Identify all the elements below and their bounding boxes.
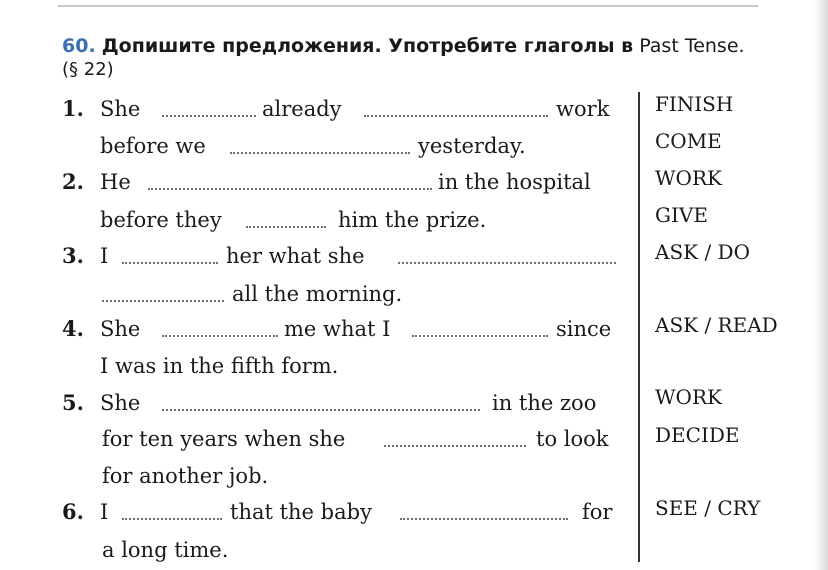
verb-label: ASK / DO (655, 240, 750, 264)
sentence-text: I (100, 244, 109, 268)
answer-blank[interactable] (102, 300, 224, 302)
exercise-number: 60. (62, 35, 96, 57)
sentence-text: before we (100, 134, 206, 158)
page-edge-shadow (814, 0, 828, 570)
sentence-text: since (556, 317, 612, 341)
verb-label: FINISH (655, 92, 734, 116)
verb-label: WORK (655, 385, 722, 409)
top-rule (58, 0, 758, 7)
sentence-text: before they (100, 208, 222, 232)
answer-blank[interactable] (122, 518, 222, 520)
exercise-instruction: Допишите предложения. Употребите глаголы в (101, 35, 634, 57)
exercise-header (62, 34, 745, 82)
item-number: 2. (62, 169, 84, 194)
answer-blank[interactable] (412, 335, 548, 337)
item-number: 6. (62, 499, 84, 524)
answer-blank[interactable] (162, 335, 278, 337)
sentence-text: already (262, 97, 342, 121)
sentence-text: him the prize. (338, 208, 487, 232)
column-divider (638, 92, 640, 562)
answer-blank[interactable] (384, 445, 526, 447)
answer-blank[interactable] (364, 115, 548, 117)
sentence-text: her what she (226, 244, 365, 268)
verb-label: GIVE (655, 203, 708, 227)
sentence-text: He (100, 170, 131, 194)
sentence-text: all the morning. (232, 282, 403, 306)
sentence-text: for (582, 500, 613, 524)
sentence-text: in the hospital (438, 170, 591, 194)
sentence-text: in the zoo (492, 391, 597, 415)
verb-label: ASK / READ (655, 313, 778, 337)
sentence-text: work (556, 97, 610, 121)
sentence-text: She (100, 97, 141, 121)
sentence-text: to look (536, 427, 609, 451)
exercise-tense: Past Tense. (639, 35, 745, 57)
sentence-text: I was in the fifth form. (100, 354, 339, 378)
sentence-text: for ten years when she (102, 427, 346, 451)
answer-blank[interactable] (398, 262, 616, 264)
item-number: 3. (62, 243, 84, 268)
sentence-text: I (100, 500, 109, 524)
answer-blank[interactable] (148, 188, 432, 190)
item-number: 4. (62, 316, 84, 341)
answer-blank[interactable] (162, 115, 256, 117)
sentence-text: She (100, 317, 141, 341)
sentence-text: a long time. (102, 538, 229, 562)
answer-blank[interactable] (230, 152, 410, 154)
exercise-reference: (§ 22) (62, 59, 114, 80)
sentence-text: She (100, 391, 141, 415)
answer-blank[interactable] (162, 409, 480, 411)
sentence-text: yesterday. (418, 134, 526, 158)
sentence-text: for another job. (102, 464, 269, 488)
sentence-text: me what I (284, 317, 391, 341)
answer-blank[interactable] (122, 262, 218, 264)
verb-label: DECIDE (655, 423, 740, 447)
sentence-text: that the baby (230, 500, 372, 524)
answer-blank[interactable] (246, 226, 326, 228)
verb-label: SEE / CRY (655, 496, 761, 520)
answer-blank[interactable] (400, 518, 568, 520)
item-number: 5. (62, 390, 84, 415)
verb-label: COME (655, 129, 722, 153)
item-number: 1. (62, 96, 84, 121)
verb-label: WORK (655, 166, 722, 190)
